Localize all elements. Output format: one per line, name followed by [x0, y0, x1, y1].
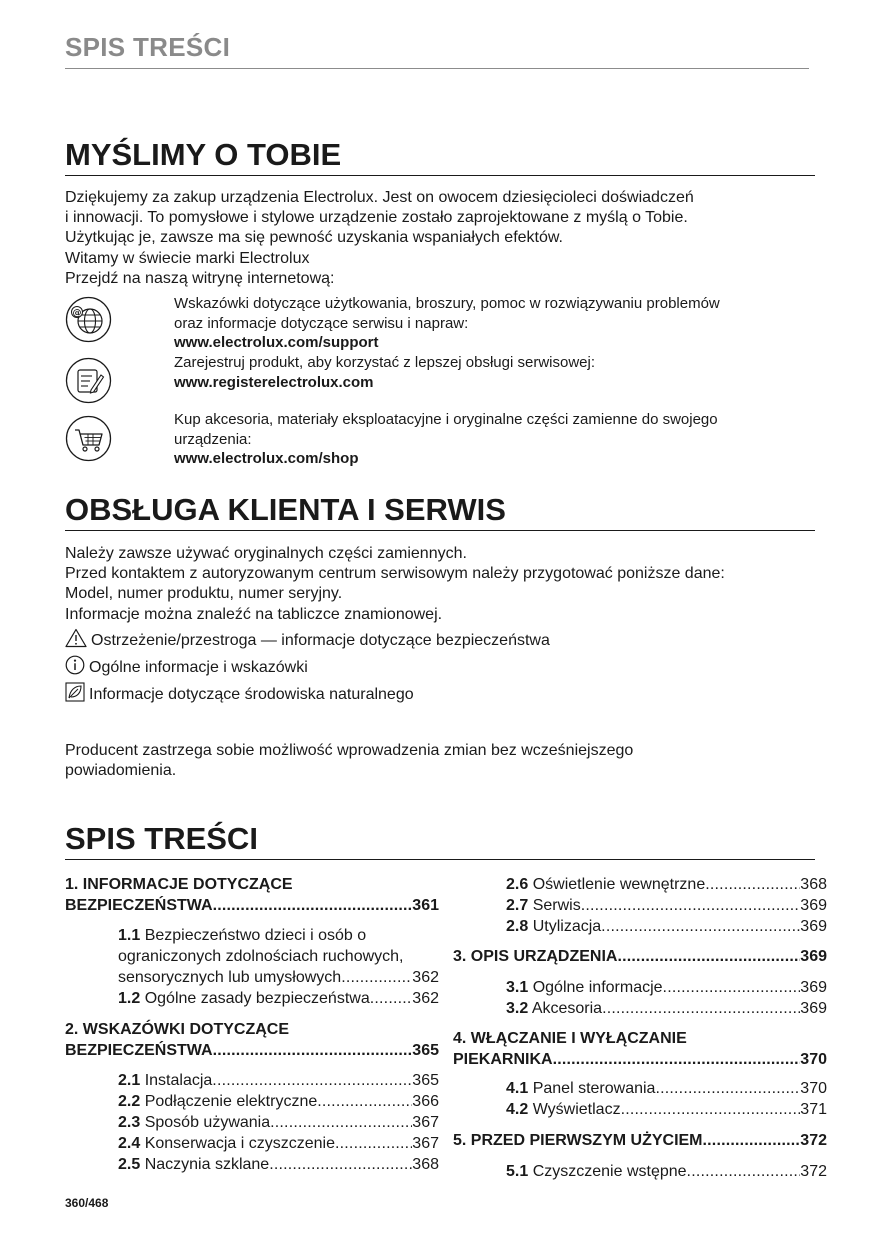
service-paragraph: [65, 544, 815, 625]
toc-entry-2-3[interactable]: 2.3 Sposób używania ..... 367: [118, 1112, 439, 1133]
toc-entry-2[interactable]: [65, 1019, 439, 1061]
section-title-thinking-of-you: MYŚLIMY O TOBIE: [65, 136, 815, 176]
legend-warning: [65, 628, 550, 652]
shop-item: [65, 410, 815, 470]
toc-entry-4-line1: 4. WŁĄCZANIE I WYŁĄCZANIE: [453, 1030, 687, 1047]
legend-warning-text: Ostrzeżenie/przestroga — informacje dotyczące bezpieczeństwa: [91, 632, 550, 649]
support-line: oraz informacje dotyczące serwisu i napraw:: [174, 314, 469, 332]
toc-entry-2-4[interactable]: 2.4 Konserwacja i czyszczenie ..... 367: [118, 1133, 439, 1154]
register-text: [174, 353, 595, 392]
toc-entry-1-1-line3: sensorycznych lub umysłowych: [118, 969, 342, 986]
shop-line: urządzenia:: [174, 430, 252, 448]
toc-entry-5-page: 372: [800, 1132, 827, 1149]
service-line: Należy zawsze używać oryginalnych części zamiennych.: [65, 545, 467, 562]
toc-entry-1-1-line2: ograniczonych zdolnościach ruchowych,: [118, 948, 404, 965]
cart-icon: [65, 415, 112, 462]
toc-entry-1-2-page: 362: [412, 990, 439, 1007]
toc-subsection-5-list: [506, 1161, 827, 1182]
toc-subsection-3-list: [506, 977, 827, 1019]
intro-line: Dziękujemy za zakup urządzenia Electrolux. Jest on owocem dziesięcioleci doświadczeń: [65, 189, 694, 206]
warning-icon: [65, 628, 87, 648]
toc-entry-2-6[interactable]: 2.6 Oświetlenie wewnętrzne ..... 368: [506, 874, 827, 895]
toc-entry-1-2-label: Ogólne zasady bezpieczeństwa: [144, 990, 370, 1007]
toc-entry-4-2[interactable]: 4.2 Wyświetlacz ..... 371: [506, 1099, 827, 1120]
running-header: [65, 30, 809, 69]
legend-info: [65, 655, 308, 679]
toc-entry-3[interactable]: [453, 946, 827, 967]
service-line: Model, numer produktu, numer seryjny.: [65, 585, 343, 603]
toc-entry-2-line1: 2. WSKAZÓWKI DOTYCZĄCE: [65, 1021, 289, 1038]
intro-paragraph: [65, 188, 815, 289]
shop-text: [174, 410, 718, 469]
toc-entry-2-line2: BEZPIECZEŃSTWA: [65, 1042, 213, 1059]
toc-entry-1-2[interactable]: [118, 988, 439, 1009]
notice-line: powiadomienia.: [65, 762, 177, 780]
intro-line: Witamy w świecie marki Electrolux: [65, 249, 310, 267]
toc-entry-2-1[interactable]: 2.1 Instalacja ..... 365: [118, 1070, 439, 1091]
register-icon: [65, 357, 112, 404]
toc-entry-2-7[interactable]: 2.7 Serwis ..... 369: [506, 895, 827, 916]
register-line: Zarejestruj produkt, aby korzystać z lepszej obsługi serwisowej:: [174, 354, 596, 371]
legend-environment-text: Informacje dotyczące środowiska naturalnego: [89, 686, 414, 703]
toc-entry-3-2[interactable]: 3.2 Akcesoria ..... 369: [506, 998, 827, 1019]
page-number: 360/468: [65, 1196, 109, 1210]
notice-line: Producent zastrzega sobie możliwość wprowadzenia zmian bez wcześniejszego: [65, 742, 634, 759]
toc-entry-4-line2: PIEKARNIKA: [453, 1051, 553, 1068]
legend-environment: [65, 682, 414, 706]
toc-entry-number: 1.2: [118, 990, 141, 1007]
toc-entry-4[interactable]: [453, 1028, 827, 1070]
toc-subsection-2-list: [118, 1070, 439, 1175]
toc-entry-2-page: 365: [412, 1042, 439, 1059]
notice-paragraph: [65, 741, 815, 781]
service-line: Informacje można znaleźć na tabliczce znamionowej.: [65, 605, 443, 623]
toc-entry-2-5[interactable]: 2.5 Naczynia szklane ..... 368: [118, 1154, 439, 1175]
toc-entry-3-label: 3. OPIS URZĄDZENIA: [453, 948, 618, 965]
toc-entry-1-line2: BEZPIECZEŃSTWA: [65, 897, 213, 914]
toc-entry-5-label: 5. PRZED PIERWSZYM UŻYCIEM: [453, 1132, 703, 1149]
leaf-icon: [65, 682, 85, 702]
toc-entry-3-1[interactable]: 3.1 Ogólne informacje ..... 369: [506, 977, 827, 998]
intro-line: Przejdź na naszą witrynę internetową:: [65, 269, 335, 287]
section-title-table-of-contents: SPIS TREŚCI: [65, 820, 815, 860]
toc-entry-5[interactable]: [453, 1130, 827, 1151]
intro-line: i innowacji. To pomysłowe i stylowe urządzenie zostało zaprojektowane z myślą o Tobie.: [65, 209, 688, 227]
toc-entry-4-page: 370: [800, 1051, 827, 1068]
toc-entry-2-8[interactable]: 2.8 Utylizacja ..... 369: [506, 916, 827, 937]
support-link[interactable]: www.electrolux.com/support: [174, 334, 379, 352]
shop-line: Kup akcesoria, materiały eksploatacyjne i oryginalne części zamienne do swojego: [174, 411, 718, 428]
toc-entry-1-1-line1: Bezpieczeństwo dzieci i osób o: [144, 927, 367, 944]
toc-entry-4-1[interactable]: 4.1 Panel sterowania ..... 370: [506, 1078, 827, 1099]
support-text: [174, 294, 720, 353]
toc-subsection-4-list: [506, 1078, 827, 1120]
toc-entry-1-1-page: 362: [412, 969, 439, 986]
service-line: Przed kontaktem z autoryzowanym centrum serwisowym należy przygotować poniższe dane:: [65, 565, 725, 583]
toc-entry-1-line1: 1. INFORMACJE DOTYCZĄCE: [65, 876, 293, 893]
support-item: [65, 294, 815, 354]
register-item: [65, 353, 815, 409]
intro-line: Użytkując je, zawsze ma się pewność uzyskania wspaniałych efektów.: [65, 229, 563, 247]
toc-entry-3-page: 369: [800, 948, 827, 965]
globe-icon: [65, 296, 112, 343]
toc-entry-1-page: 361: [412, 897, 439, 914]
toc-entry-2-2[interactable]: 2.2 Podłączenie elektryczne ..... 366: [118, 1091, 439, 1112]
section-title-customer-service: OBSŁUGA KLIENTA I SERWIS: [65, 491, 815, 531]
toc-subsection-2b-list: [506, 874, 827, 937]
shop-link[interactable]: www.electrolux.com/shop: [174, 450, 359, 468]
info-icon: [65, 655, 85, 675]
toc-entry-number: 1.1: [118, 927, 141, 944]
legend-info-text: Ogólne informacje i wskazówki: [89, 659, 308, 676]
svg-text:@: @: [72, 308, 82, 319]
toc-entry-1-1[interactable]: [118, 925, 439, 988]
support-line: Wskazówki dotyczące użytkowania, broszury, pomoc w rozwiązywaniu problemów: [174, 295, 720, 312]
toc-entry-1[interactable]: [65, 874, 439, 916]
register-link[interactable]: www.registerelectrolux.com: [174, 373, 374, 391]
running-header-text: SPIS TREŚCI: [65, 32, 231, 62]
toc-entry-5-1[interactable]: 5.1 Czyszczenie wstępne ..... 372: [506, 1161, 827, 1182]
